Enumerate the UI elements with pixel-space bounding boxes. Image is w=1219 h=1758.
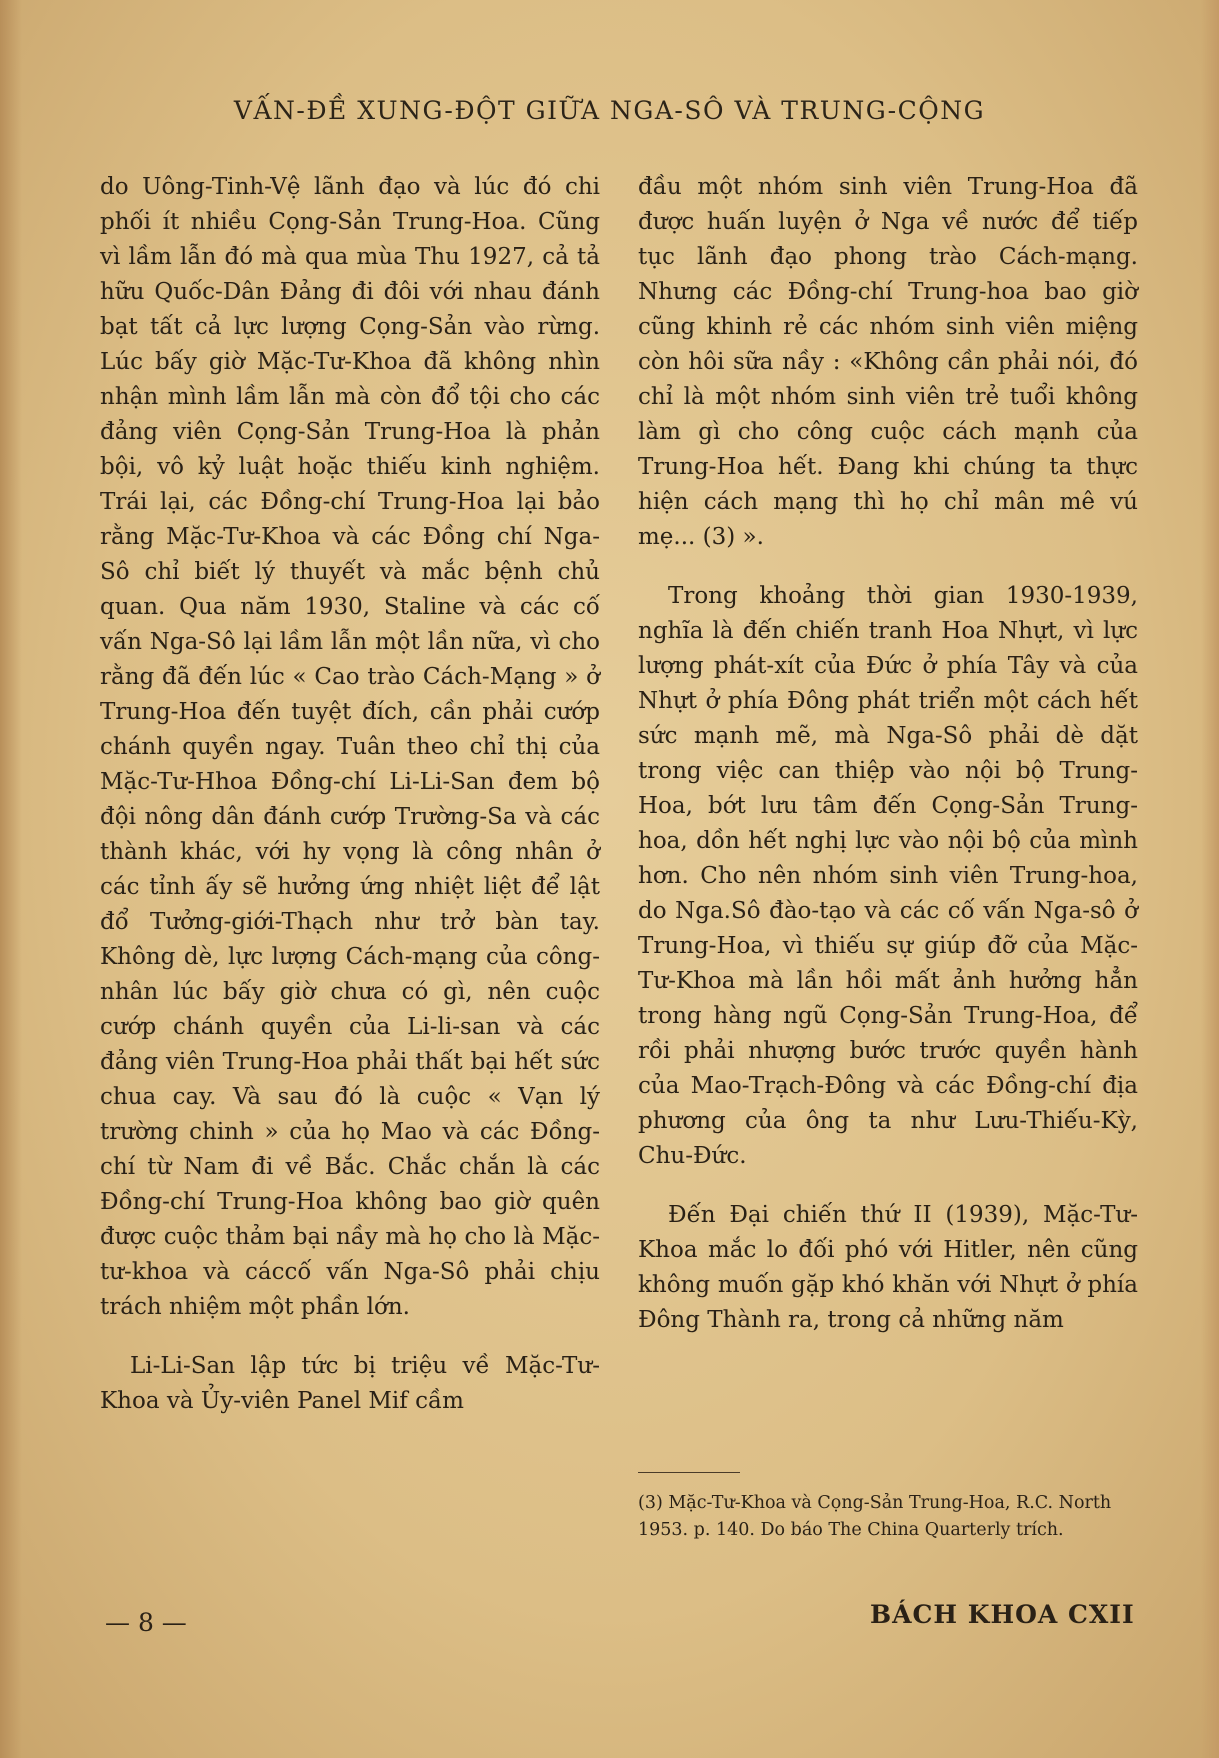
right-paragraph-2: Trong khoảng thời gian 1930-1939, nghĩa là đến chiến tranh Hoa Nhựt, vì lực lượng phát-xít của Đức ở phía Tây và của Nhựt ở phía Đông phát triển một cách hết sức mạnh mẽ, mà Nga-Sô phải dè dặt trong việc can thiệp vào nội bộ Trung-Hoa, bớt lưu tâm đến Cọng-Sản Trung-hoa, dồn hết nghị lực vào nội bộ của mình hơn. Cho nên nhóm sinh viên Trung-hoa, do Nga.Sô đào-tạo và các cố vấn Nga-sô ở Trung-Hoa, vì thiếu sự giúp đỡ của Mặc-Tư-Khoa mà lần hồi mất ảnh hưởng hẳn trong hàng ngũ Cọng-Sản Trung-Hoa, để rồi phải nhượng bước trước quyền hành của Mao-Trạch-Đông và các Đồng-chí địa phương của ông ta như Lưu-Thiếu-Kỳ, Chu-Đức. — [638, 583, 1138, 1169]
right-paragraph-1: đầu một nhóm sinh viên Trung-Hoa đã được huấn luyện ở Nga về nước để tiếp tục lãnh đạo phong trào Cách-mạng. Nhưng các Đồng-chí Trung-hoa bao giờ cũng khinh rẻ các nhóm sinh viên miệng còn hôi sữa nầy : «Không cần phải nói, đó chỉ là một nhóm sinh viên trẻ tuổi không làm gì cho công cuộc cách mạnh của Trung-Hoa hết. Đang khi chúng ta thực hiện cách mạng thì họ chỉ mân mê vú mẹ... (3) ». — [638, 174, 1138, 550]
left-paragraph-2: Li-Li-San lập tức bị triệu về Mặc-Tư-Khoa và Ủy-viên Panel Mif cầm — [100, 1353, 600, 1414]
publication-title: BÁCH KHOA CXII — [870, 1600, 1135, 1629]
footnote: (3) Mặc-Tư-Khoa và Cọng-Sản Trung-Hoa, R.C. North 1953. p. 140. Do báo The China Quarterly trích. — [638, 1493, 1112, 1540]
page-edge-left — [0, 0, 22, 1758]
footnote-divider — [638, 1472, 740, 1473]
left-paragraph-1: do Uông-Tinh-Vệ lãnh đạo và lúc đó chi phối ít nhiều Cọng-Sản Trung-Hoa. Cũng vì lầm lẫn đó mà qua mùa Thu 1927, cả tả hữu Quốc-Dân Đảng đi đôi với nhau đánh bạt tất cả lực lượng Cọng-Sản vào rừng. Lúc bấy giờ Mặc-Tư-Khoa đã không nhìn nhận mình lầm lẫn mà còn đổ tội cho các đảng viên Cọng-Sản Trung-Hoa là phản bội, vô kỷ luật hoặc thiếu kinh nghiệm. Trái lại, các Đồng-chí Trung-Hoa lại bảo rằng Mặc-Tư-Khoa và các Đồng chí Nga-Sô chỉ biết lý thuyết và mắc bệnh chủ quan. Qua năm 1930, Staline và các cố vấn Nga-Sô lại lầm lẫn một lần nữa, vì cho rằng đã đến lúc « Cao trào Cách-Mạng » ở Trung-Hoa đến tuyệt đích, cần phải cướp chánh quyền ngay. Tuân theo chỉ thị của Mặc-Tư-Hhoa Đồng-chí Li-Li-San đem bộ đội nông dân đánh cướp Trường-Sa và các thành khác, với hy vọng là công nhân ở các tỉnh ấy sẽ hưởng ứng nhiệt liệt để lật đổ Tưởng-giới-Thạch như trở bàn tay. Không dè, lực lượng Cách-mạng của công-nhân lúc bấy giờ chưa có gì, nên cuộc cướp chánh quyền của Li-li-san và các đảng viên Trung-Hoa phải thất bại hết sức chua cay. Và sau đó là cuộc « Vạn lý trường chinh » của họ Mao và các Đồng-chí từ Nam đi về Bắc. Chắc chắn là các Đồng-chí Trung-Hoa không bao giờ quên được cuộc thảm bại nầy mà họ cho là Mặc-tư-khoa và cáccố vấn Nga-Sô phải chịu trách nhiệm một phần lớn. — [100, 174, 600, 1320]
page-number: — 8 — — [105, 1608, 187, 1637]
left-column — [100, 170, 600, 1419]
right-column — [638, 170, 1138, 1338]
right-paragraph-3: Đến Đại chiến thứ II (1939), Mặc-Tư-Khoa mắc lo đối phó với Hitler, nên cũng không muốn gặp khó khăn với Nhựt ở phía Đông Thành ra, trong cả những năm — [638, 1202, 1138, 1333]
page-edge-right — [1201, 0, 1219, 1758]
running-header: VẤN-ĐỀ XUNG-ĐỘT GIỮA NGA-SÔ VÀ TRUNG-CỘNG — [233, 96, 986, 125]
